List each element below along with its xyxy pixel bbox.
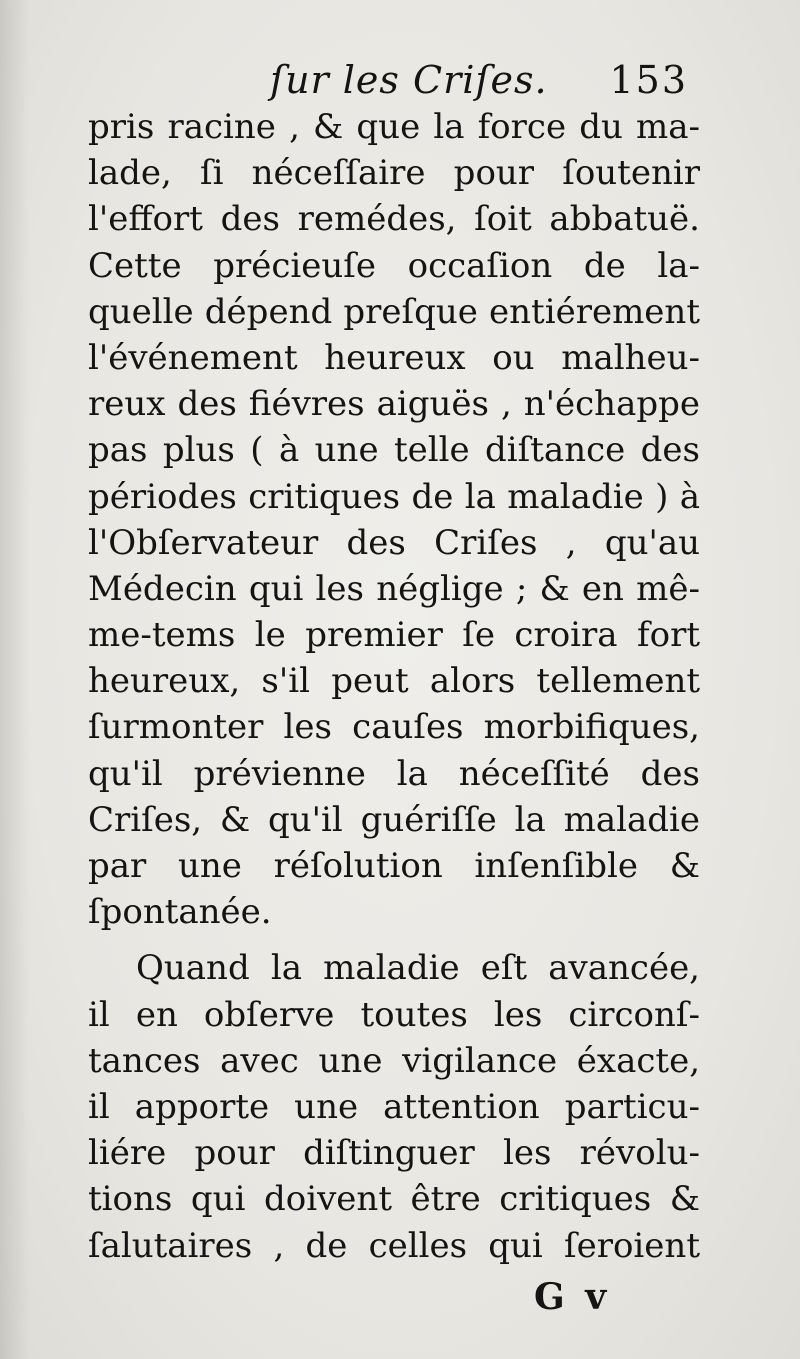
running-head-title: ſur les Criſes. — [270, 58, 548, 102]
page-number: 153 — [609, 58, 688, 102]
text-line: tances avec une vigilance éxacte, — [88, 1040, 700, 1081]
paragraph-gap — [88, 935, 700, 945]
text-line: reux des fiévres aiguës , n'échappe — [88, 384, 700, 425]
text-line: pas plus ( à une telle diſtance des — [88, 430, 700, 471]
text-line: qu'il prévienne la néceſſité des — [88, 753, 700, 794]
text-line: périodes critiques de la maladie ) à — [88, 476, 700, 517]
text-line: quelle dépend preſque entiérement — [88, 291, 700, 332]
text-line: l'effort des remédes, ſoit abbatuë. — [88, 199, 700, 240]
text-line: ſurmonter les cauſes morbifiques, — [88, 707, 700, 748]
text-line: tions qui doivent être critiques & — [88, 1179, 700, 1220]
text-line: liére pour diſtinguer les révolu- — [88, 1133, 700, 1174]
running-head — [90, 58, 700, 108]
text-line: Criſes, & qu'il guériſſe la maladie — [88, 799, 700, 840]
text-line: il apporte une attention particu- — [88, 1086, 700, 1127]
text-line: Cette précieuſe occaſion de la- — [88, 245, 700, 286]
text-line: heureux, s'il peut alors tellement — [88, 661, 700, 702]
text-line: ſalutaires , de celles qui ſeroient — [88, 1225, 700, 1266]
body-text — [88, 104, 700, 1269]
text-line: Médecin qui les néglige ; & en mê- — [88, 568, 700, 609]
text-line: pris racine , & que la force du ma- — [88, 107, 700, 147]
text-line: Quand la maladie eſt avancée, — [136, 948, 700, 989]
text-line: ſpontanée. — [88, 892, 272, 933]
gutter-shadow — [0, 0, 30, 1359]
text-line: par une réſolution inſenſible & — [88, 846, 700, 886]
text-line: l'événement heureux ou malheu- — [88, 337, 700, 378]
text-line: l'Obſervateur des Criſes , qu'au — [88, 522, 700, 563]
text-line: me-tems le premier ſe croira fort — [88, 615, 700, 656]
text-line: il en obſerve toutes les circonſ- — [88, 994, 700, 1035]
signature-mark: G v — [534, 1276, 611, 1318]
text-line: lade, ſi néceſſaire pour ſoutenir — [88, 153, 700, 194]
